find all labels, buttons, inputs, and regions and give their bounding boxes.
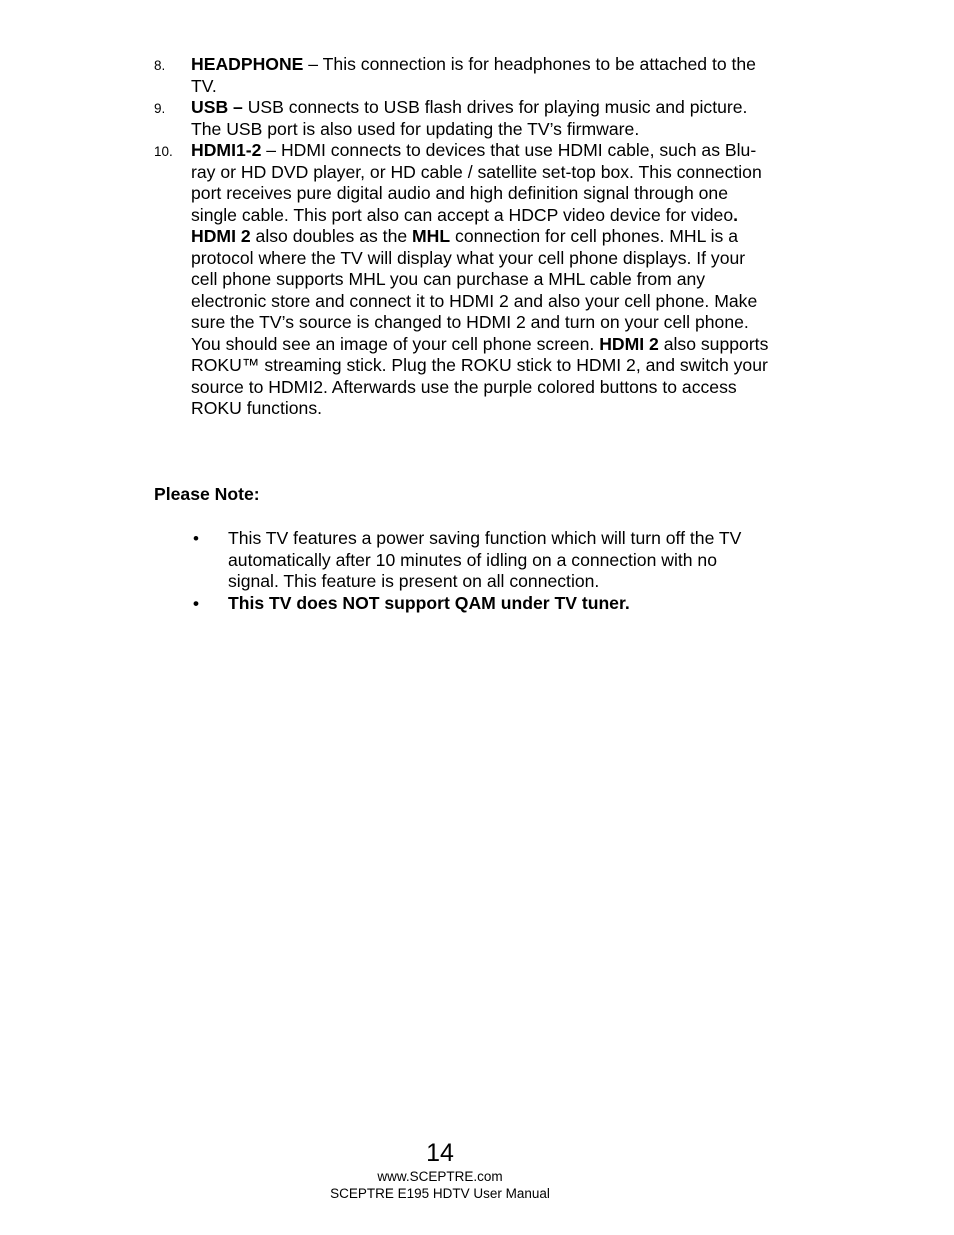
footer-url: www.SCEPTRE.com [377,1169,503,1184]
note-bullet-list [191,528,771,614]
item-description: – This connection is for headphones to be attached to the TV. [191,54,756,96]
note-heading: Please Note: [154,484,260,504]
note-bullet-qam [191,593,771,615]
item-text [191,54,756,96]
item-description: also supports ROKU™ streaming stick. Plug the ROKU stick to HDMI 2, and switch your source to HDMI2. Afterwards use the purple colored buttons to access ROKU functions. [191,333,769,418]
bullet-icon: • [193,593,199,613]
term-headphone: HEADPHONE [191,54,304,74]
item-number: 10. [154,144,173,159]
term-hdmi-2: HDMI 2 [599,333,659,354]
item-description: USB connects to USB flash drives for playing music and picture. The USB port is also used for updating the TV’s firmware. [191,97,748,139]
item-number: 8. [154,58,166,73]
bullet-icon: • [193,529,199,548]
footer-manual-title: SCEPTRE E195 HDTV User Manual [330,1186,550,1201]
bullet-text: This TV does NOT support QAM under TV tuner. [228,592,630,613]
bullet-text: This TV features a power saving function which will turn off the TV automatically after 10 minutes of idling on a connection with no signal. This feature is present on all connection. [228,528,742,591]
item-text [191,97,747,139]
item-description: – HDMI connects to devices that use HDMI cable, such as Blu-ray or HD DVD player, or HD cable / satellite set-top box. This connection port receives pure digital audio and high definition signal through one single cable. This port also can accept a HDCP video device for video [191,140,762,225]
item-description: connection for cell phones. MHL is a protocol where the TV will display what your cell phone displays. If your cell phone supports MHL you can purchase a MHL cable from any electronic store and connect it to HDMI 2 and also your cell phone. Make sure the TV’s source is changed to HDMI 2 and turn on your cell phone. You should see an image of your cell phone screen. [191,226,758,354]
connection-list [154,54,774,420]
list-item-hdmi [154,140,774,420]
term-mhl: MHL [412,226,451,246]
page-number: 14 [426,1139,454,1167]
term-hdmi: HDMI1-2 [191,140,262,160]
term-hdmi-2: . HDMI 2 [191,204,739,246]
list-item-headphone [154,54,774,97]
term-usb: USB – [191,97,243,117]
note-bullet-power-saving [191,528,771,593]
item-text [191,140,768,418]
list-item-usb [154,97,774,140]
item-description: also doubles as the [250,226,413,246]
item-number: 9. [154,101,166,116]
